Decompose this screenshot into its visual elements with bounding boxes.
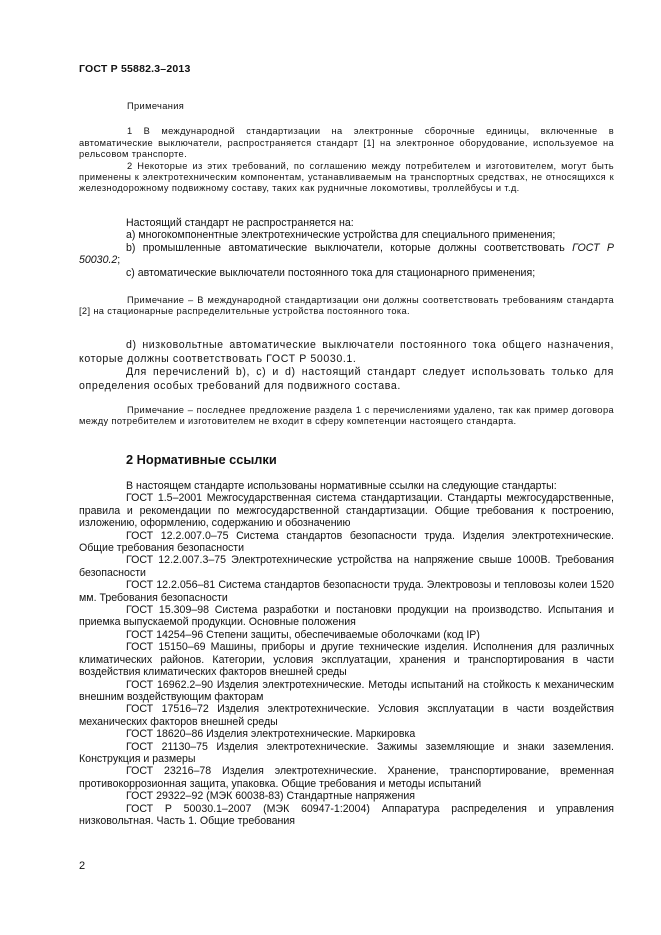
reference-item: ГОСТ 1.5–2001 Межгосударственная система стандартизации. Стандарты межгосударственные, правила и рекомендации по межгосударственной стандартизации. Общие требования к построению, изложению, оформлению, содержанию и обозначению: [79, 492, 614, 530]
scope-item-a: а) многокомпонентные электротехнические устройства для специального применения;: [126, 229, 556, 242]
reference-item: ГОСТ 12.2.007.0–75 Система стандартов безопасности труда. Изделия электротехнические. Общие требования безопасности: [79, 529, 614, 555]
reference-item: ГОСТ 15.309–98 Система разработки и постановки продукции на производство. Испытания и приемка выпускаемой продукции. Основные положения: [79, 604, 614, 629]
note-stationary-text: Примечание – В международной стандартизации они должны соответствовать требованиям стандарта [2] на стационарные распределительные устройства постоянного тока.: [79, 295, 614, 317]
notes-block: [79, 101, 614, 195]
scope-remark: Для перечислений b), c) и d) настоящий стандарт следует использовать только для определения особых требований для подвижного состава.: [79, 366, 614, 392]
scope-item-b-end: ;: [117, 254, 121, 267]
scope-item-d: d) низковольтные автоматические выключатели постоянного тока общего назначения, которые должны соответствовать ГОСТ Р 50030.1.: [79, 339, 614, 365]
scope-item-b: [79, 242, 614, 267]
note-item-2: 2 Некоторые из этих требований, по соглашению между потребителем и изготовителем, могут быть применены к электротехническим компонентам, устанавливаемым на транспортных средствах, не относящихся к железнодорожному подвижному составу, таких как рудничные локомотивы, троллейбусы и т.д.: [79, 160, 614, 194]
reference-item: ГОСТ 16962.2–90 Изделия электротехнические. Методы испытаний на стойкость к механическим внешним воздействующим факторам: [79, 678, 614, 703]
note-removed: [79, 405, 614, 428]
reference-item: ГОСТ 12.2.056–81 Система стандартов безопасности труда. Электровозы и тепловозы колеи 1520 мм. Требования безопасности: [79, 579, 614, 604]
scope-item-b-text: b) промышленные автоматические выключатели, которые должны соответствовать: [126, 241, 573, 254]
notes-heading: Примечания: [127, 101, 185, 111]
reference-item: ГОСТ 18620–86 Изделия электротехнические. Маркировка: [126, 728, 416, 741]
note-removed-text: Примечание – последнее предложение раздела 1 с перечислениями удалено, так как пример договора между потребителем и изготовителем не входит в сферу компетенции настоящего стандарта.: [79, 405, 614, 427]
reference-item: ГОСТ 17516–72 Изделия электротехнические. Условия эксплуатации в части воздействия механических факторов внешней среды: [79, 703, 614, 728]
reference-item: ГОСТ 29322–92 (МЭК 60038-83) Стандартные напряжения: [126, 790, 415, 803]
note-item-1: 1 В международной стандартизации на электронные сборочные единицы, включенные в автоматические выключатели, распространяется стандарт [1] на электронное оборудование, используемое на рельсовом транспорте.: [79, 126, 614, 160]
references-intro: В настоящем стандарте использованы нормативные ссылки на следующие стандарты:: [126, 480, 557, 492]
reference-item: ГОСТ Р 50030.1–2007 (МЭК 60947-1:2004) Аппаратура распределения и управления низковольтная. Часть 1. Общие требования: [79, 802, 614, 827]
note-stationary: [79, 295, 614, 318]
reference-item: ГОСТ 12.2.007.3–75 Электротехнические устройства на напряжение свыше 1000В. Требования безопасности: [79, 554, 614, 579]
page-number: 2: [79, 860, 86, 872]
reference-item: ГОСТ 21130–75 Изделия электротехнические. Зажимы заземляющие и знаки заземления. Конструкция и размеры: [79, 740, 614, 765]
scope-item-b-ref: ГОСТ Р 50030.2: [79, 241, 614, 267]
reference-item: ГОСТ 23216–78 Изделия электротехнические. Хранение, транспортирование, временная противокоррозионная защита, упаковка. Общие требования и методы испытаний: [79, 765, 614, 790]
scope-item-c: с) автоматические выключатели постоянного тока для стационарного применения;: [126, 266, 536, 279]
scope-exclusions: [79, 217, 614, 279]
normative-references: [79, 480, 614, 827]
document-code-header: ГОСТ Р 55882.3–2013: [79, 63, 191, 75]
section-2-title: 2 Нормативные ссылки: [126, 452, 277, 467]
scope-item-d-block: [79, 339, 614, 393]
reference-item: ГОСТ 14254–96 Степени защиты, обеспечиваемые оболочками (код IP): [126, 628, 480, 641]
reference-item: ГОСТ 15150–69 Машины, приборы и другие технические изделия. Исполнения для различных климатических районов. Категории, условия эксплуатации, хранения и транспортирования в части воздействия климатических факторов внешней среды: [79, 641, 614, 679]
scope-intro: Настоящий стандарт не распространяется на:: [126, 217, 354, 229]
